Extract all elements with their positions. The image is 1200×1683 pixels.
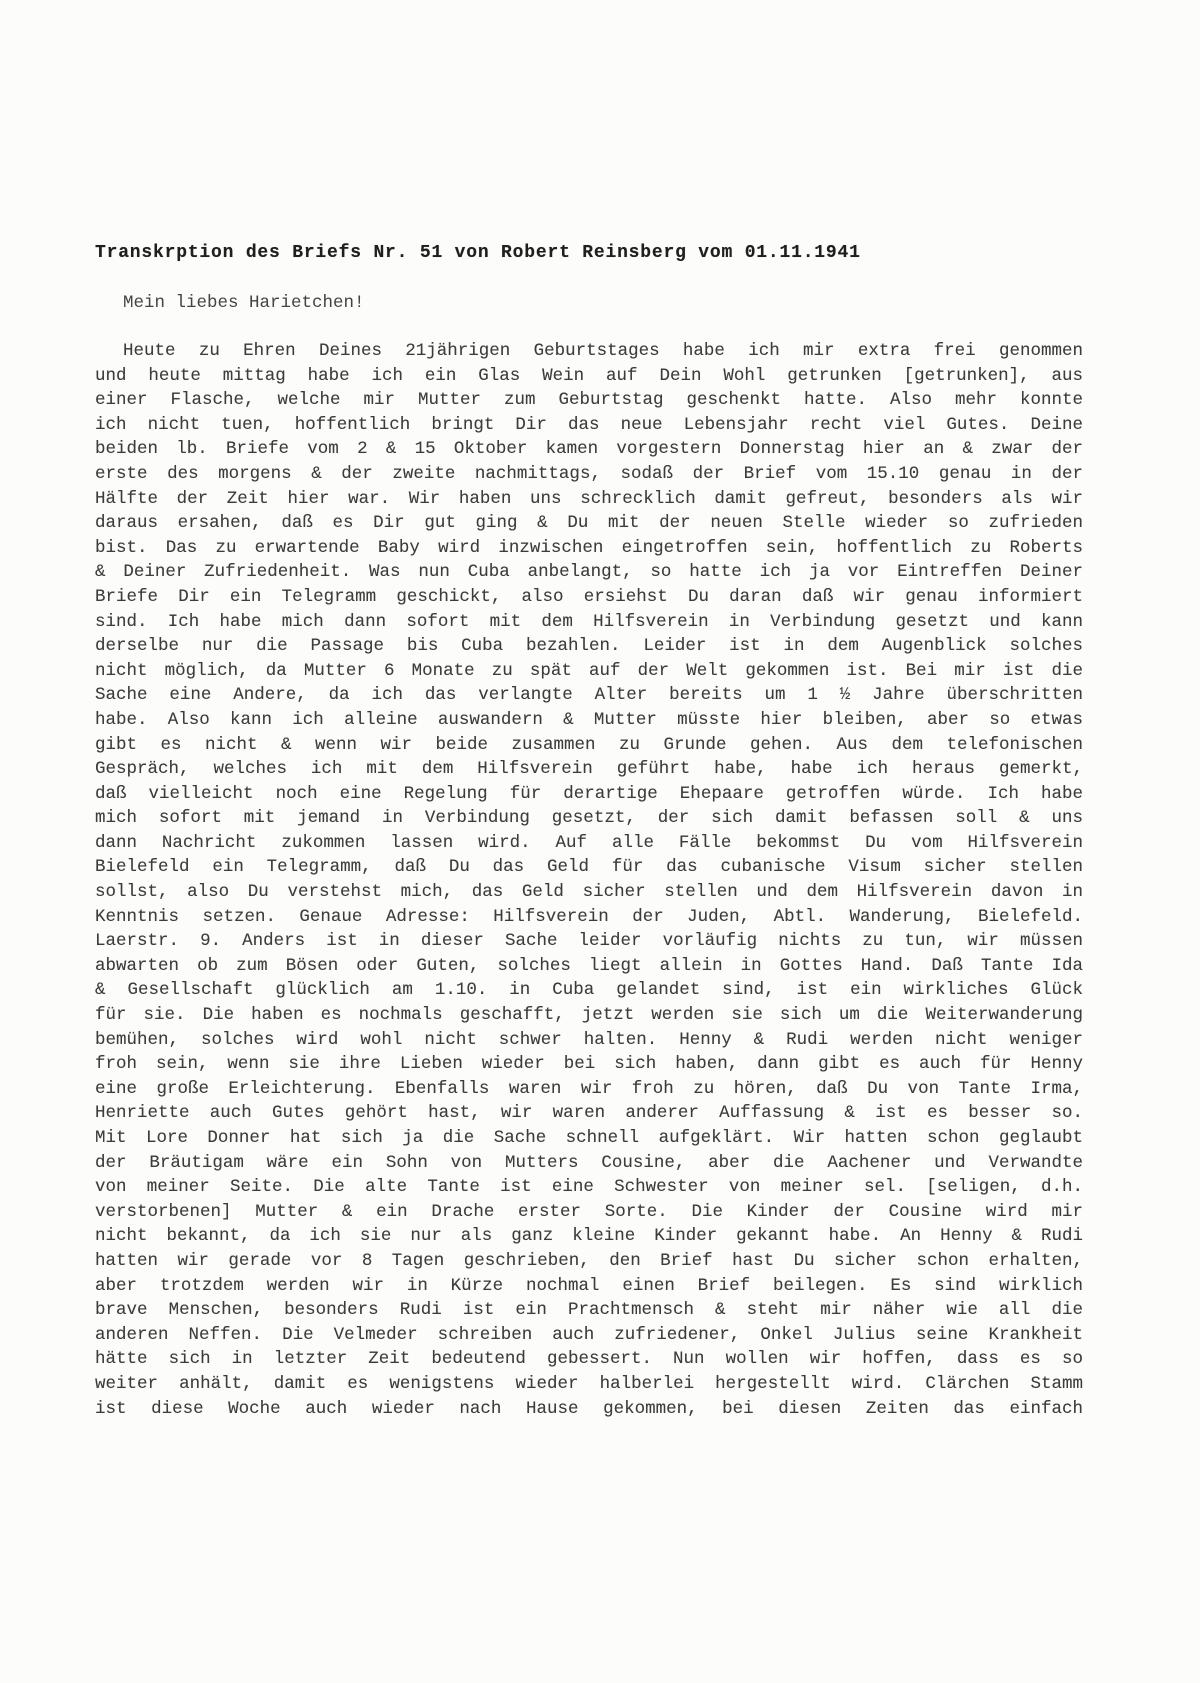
body-line: sind. Ich habe mich dann sofort mit dem Hilfsverein in Verbindung gesetzt und kann <box>95 611 1083 632</box>
body-line: Hälfte der Zeit hier war. Wir haben uns schrecklich damit gefreut, besonders als wir <box>95 488 1083 509</box>
body-line: hätte sich in letzter Zeit bedeutend gebessert. Nun wollen wir hoffen, dass es so <box>95 1349 1083 1370</box>
body-line: eine große Erleichterung. Ebenfalls waren wir froh zu hören, daß Du von Tante Irma, <box>95 1078 1083 1099</box>
body-line: Sache eine Andere, da ich das verlangte Alter bereits um 1 ½ Jahre überschritten <box>95 685 1083 706</box>
body-line: verstorbenen] Mutter & ein Drache erster Sorte. Die Kinder der Cousine wird mir <box>95 1201 1083 1222</box>
body-line: Heute zu Ehren Deines 21jährigen Geburtstages habe ich mir extra frei genommen <box>123 341 1083 361</box>
body-line: Bielefeld ein Telegramm, daß Du das Geld für das cubanische Visum sicher stellen <box>95 857 1083 878</box>
letter-body <box>95 339 1083 1421</box>
body-line: nicht möglich, da Mutter 6 Monate zu spät auf der Welt gekommen ist. Bei mir ist die <box>95 660 1083 681</box>
body-line: Laerstr. 9. Anders ist in dieser Sache leider vorläufig nichts zu tun, wir müssen <box>95 931 1083 952</box>
body-line: und heute mittag habe ich ein Glas Wein auf Dein Wohl getrunken [getrunken], aus <box>95 365 1083 386</box>
body-line: weiter anhält, damit es wenigstens wieder halberlei hergestellt wird. Clärchen Stamm <box>95 1373 1083 1394</box>
body-line: erste des morgens & der zweite nachmittags, sodaß der Brief vom 15.10 genau in der <box>95 463 1083 484</box>
body-line: Mit Lore Donner hat sich ja die Sache schnell aufgeklärt. Wir hatten schon geglaubt <box>95 1128 1083 1148</box>
body-line: habe. Also kann ich alleine auswandern & Mutter müsste hier bleiben, aber so etwas <box>95 709 1083 730</box>
body-line: Henriette auch Gutes gehört hast, wir waren anderer Auffassung & ist es besser so. <box>95 1103 1083 1124</box>
body-line: ich nicht tuen, hoffentlich bringt Dir das neue Lebensjahr recht viel Gutes. Deine <box>95 414 1083 435</box>
document-title: Transkrption des Briefs Nr. 51 von Robert Reinsberg vom 01.11.1941 <box>95 243 861 263</box>
body-line: brave Menschen, besonders Rudi ist ein Prachtmensch & steht mir näher wie all die <box>95 1300 1083 1321</box>
body-line: Kenntnis setzen. Genaue Adresse: Hilfsverein der Juden, Abtl. Wanderung, Bielefeld. <box>95 906 1083 927</box>
body-line: einer Flasche, welche mir Mutter zum Geburtstag geschenkt hatte. Also mehr konnte <box>95 390 1083 411</box>
body-line: Briefe Dir ein Telegramm geschickt, also ersiehst Du daran daß wir genau informiert <box>95 586 1083 607</box>
body-line: aber trotzdem werden wir in Kürze nochmal einen Brief beilegen. Es sind wirklich <box>95 1275 1083 1296</box>
body-line: daraus ersahen, daß es Dir gut ging & Du mit der neuen Stelle wieder so zufrieden <box>95 513 1083 534</box>
body-line: gibt es nicht & wenn wir beide zusammen zu Grunde gehen. Aus dem telefonischen <box>95 734 1083 755</box>
body-line: abwarten ob zum Bösen oder Guten, solches liegt allein in Gottes Hand. Daß Tante Ida <box>95 955 1083 976</box>
body-line: & Gesellschaft glücklich am 1.10. in Cuba gelandet sind, ist ein wirkliches Glück <box>95 980 1083 1001</box>
body-line: der Bräutigam wäre ein Sohn von Mutters Cousine, aber die Aachener und Verwandte <box>95 1152 1083 1173</box>
body-line: Gespräch, welches ich mit dem Hilfsverein geführt habe, habe ich heraus gemerkt, <box>95 759 1083 780</box>
body-line: beiden lb. Briefe vom 2 & 15 Oktober kamen vorgestern Donnerstag hier an & zwar der <box>95 439 1083 460</box>
body-line: sollst, also Du verstehst mich, das Geld sicher stellen und dem Hilfsverein davon in <box>95 882 1083 903</box>
body-line: ist diese Woche auch wieder nach Hause gekommen, bei diesen Zeiten das einfach <box>95 1398 1083 1419</box>
body-line: von meiner Seite. Die alte Tante ist eine Schwester von meiner sel. [seligen, d.h. <box>95 1177 1083 1198</box>
body-line: dann Nachricht zukommen lassen wird. Auf alle Fälle bekommst Du vom Hilfsverein <box>95 832 1083 853</box>
body-line: anderen Neffen. Die Velmeder schreiben auch zufriedener, Onkel Julius seine Krankheit <box>95 1324 1083 1345</box>
body-line: derselbe nur die Passage bis Cuba bezahlen. Leider ist in dem Augenblick solches <box>95 636 1083 657</box>
body-line: bemühen, solches wird wohl nicht schwer halten. Henny & Rudi werden nicht weniger <box>95 1029 1083 1050</box>
body-line: froh sein, wenn sie ihre Lieben wieder bei sich haben, dann gibt es auch für Henny <box>95 1054 1083 1075</box>
body-line: nicht bekannt, da ich sie nur als ganz kleine Kinder gekannt habe. An Henny & Rudi <box>95 1226 1083 1247</box>
body-line: für sie. Die haben es nochmals geschafft, jetzt werden sie sich um die Weiterwanderung <box>95 1005 1083 1026</box>
body-line: daß vielleicht noch eine Regelung für derartige Ehepaare getroffen würde. Ich habe <box>95 783 1083 804</box>
salutation-line: Mein liebes Harietchen! <box>123 293 365 313</box>
body-line: bist. Das zu erwartende Baby wird inzwischen eingetroffen sein, hoffentlich zu Roberts <box>95 537 1083 558</box>
body-line: mich sofort mit jemand in Verbindung gesetzt, der sich damit befassen soll & uns <box>95 808 1083 829</box>
body-line: & Deiner Zufriedenheit. Was nun Cuba anbelangt, so hatte ich ja vor Eintreffen Deiner <box>95 562 1083 583</box>
body-line: hatten wir gerade vor 8 Tagen geschrieben, den Brief hast Du sicher schon erhalten, <box>95 1250 1083 1271</box>
